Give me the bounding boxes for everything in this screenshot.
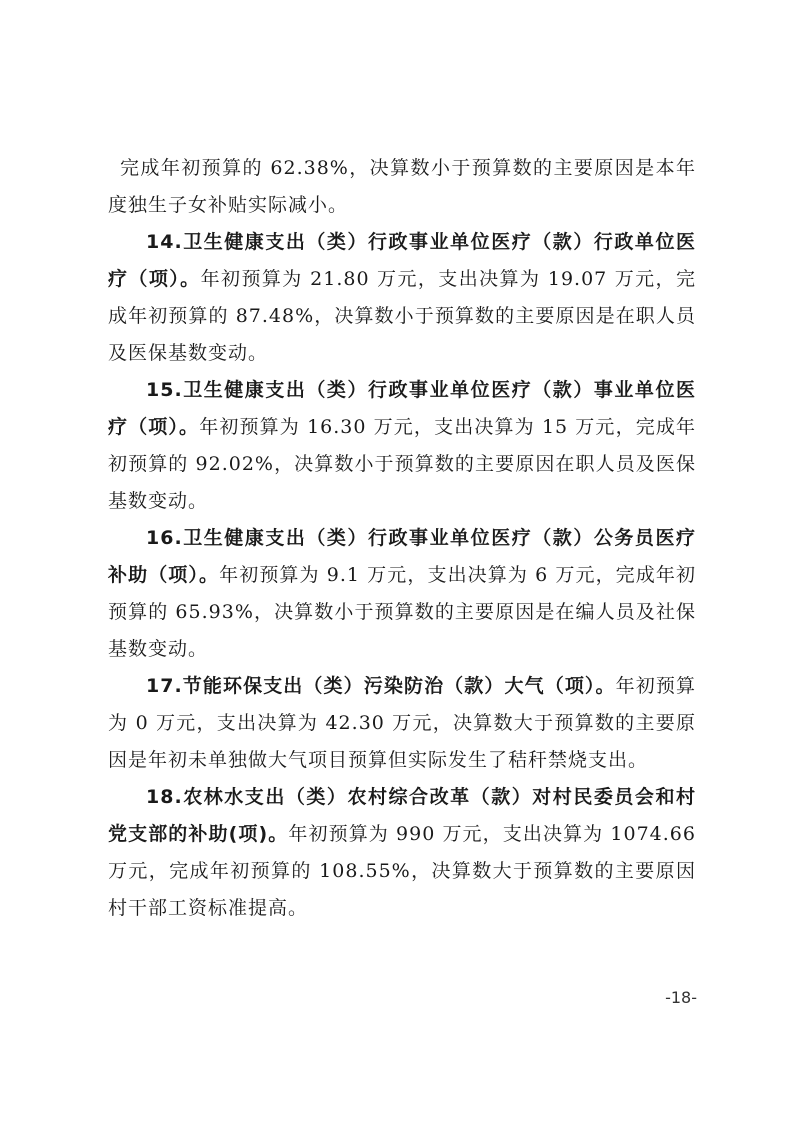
item-heading: 17.节能环保支出（类）污染防治（款）大气（项）。 xyxy=(146,675,616,697)
item-heading: 18.农林水支出（类）农村综合改革（款）对村民委员会和村党支部的补助(项)。 xyxy=(108,786,696,845)
paragraph-item-15 xyxy=(108,372,696,520)
paragraph-item-18 xyxy=(108,779,696,927)
paragraph-continuation xyxy=(108,150,696,224)
paragraph-item-17 xyxy=(108,668,696,779)
item-text: 年初预算为 16.30 万元，支出决算为 15 万元，完成年初预算的 92.02%，决算数小于预算数的主要原因在职人员及医保基数变动。 xyxy=(108,416,696,512)
item-text: 年初预算为 0 万元，支出决算为 42.30 万元，决算数大于预算数的主要原因是年初未单独做大气项目预算但实际发生了秸秆禁烧支出。 xyxy=(108,675,696,771)
document-body xyxy=(108,150,696,927)
paragraph-item-14 xyxy=(108,224,696,372)
item-heading: 14.卫生健康支出（类）行政事业单位医疗（款）行政单位医疗（项）。 xyxy=(108,231,696,290)
paragraph-item-16 xyxy=(108,520,696,668)
item-text: 年初预算为 9.1 万元，支出决算为 6 万元，完成年初预算的 65.93%，决算数小于预算数的主要原因是在编人员及社保基数变动。 xyxy=(108,564,696,660)
item-text: 年初预算为 990 万元，支出决算为 1074.66 万元，完成年初预算的 108.55%，决算数大于预算数的主要原因村干部工资标准提高。 xyxy=(108,823,696,919)
page-number: -18- xyxy=(665,988,697,1007)
item-heading: 15.卫生健康支出（类）行政事业单位医疗（款）事业单位医疗（项）。 xyxy=(108,379,696,438)
paragraph-text: 完成年初预算的 62.38%，决算数小于预算数的主要原因是本年度独生子女补贴实际减小。 xyxy=(108,157,696,216)
item-text: 年初预算为 21.80 万元，支出决算为 19.07 万元，完成年初预算的 87.48%，决算数小于预算数的主要原因是在职人员及医保基数变动。 xyxy=(108,268,696,364)
item-heading: 16.卫生健康支出（类）行政事业单位医疗（款）公务员医疗补助（项）。 xyxy=(108,527,696,586)
